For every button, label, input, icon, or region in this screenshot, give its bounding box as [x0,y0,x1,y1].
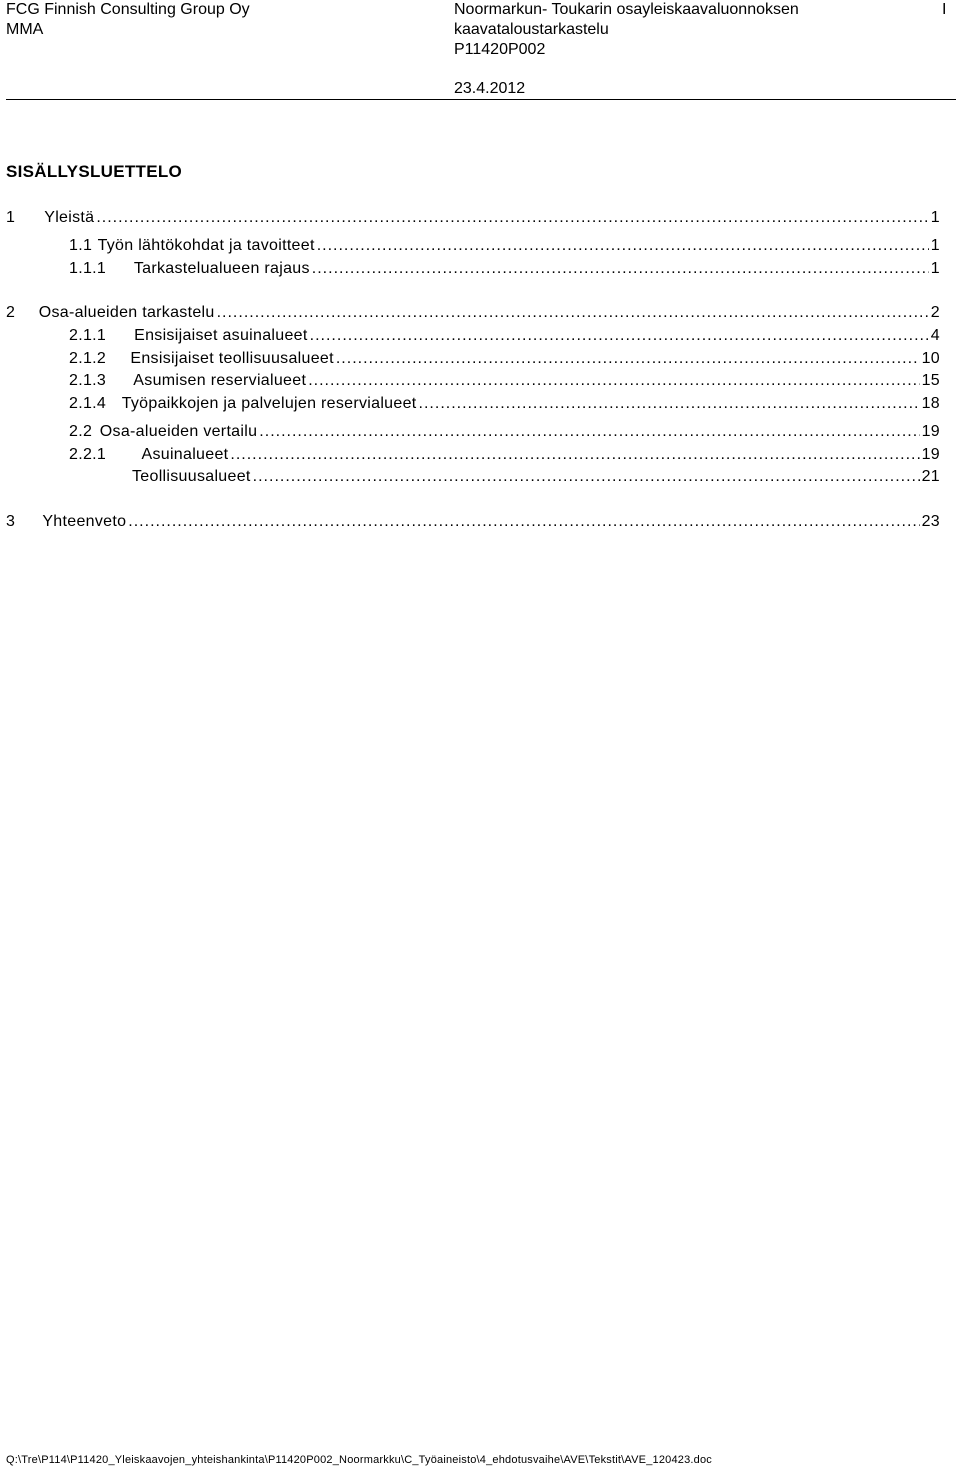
toc-entry-teollisuusalueet[interactable] [132,467,940,487]
toc-entry-title: Osa-alueiden tarkastelu [38,304,215,321]
toc-entry-number: 2 [6,304,16,321]
toc-entry-2-2-1[interactable] [69,445,940,465]
toc-entry-number: 2.2.1 [69,446,107,463]
toc-dot-leader [128,512,919,532]
toc-entry-title: Teollisuusalueet [132,468,251,485]
toc-entry-1-1[interactable] [69,236,940,256]
header-title-block [454,0,799,60]
header-page-number: I [942,1,947,18]
toc-entry-number: 2.1.3 [69,372,107,389]
header-project-code: P11420P002 [454,41,546,58]
toc-entry-2[interactable] [6,303,940,323]
toc-entry-page: 10 [921,350,940,367]
toc-entry-number: 1 [6,209,16,226]
toc-entry-number: 1.1 [69,237,93,254]
toc-entry-title: Yhteenveto [42,513,127,530]
toc-entry-2-1-4[interactable] [69,394,940,414]
header-company-block [6,0,250,40]
toc-entry-2-1-3[interactable] [69,371,940,391]
toc-dot-leader [310,326,929,346]
header-date: 23.4.2012 [454,80,526,97]
toc-entry-2-1-2[interactable] [69,349,940,369]
toc-entry-title: Asumisen reservialueet [133,372,307,389]
toc-entry-title: Ensisijaiset teollisuusalueet [130,350,334,367]
toc-entry-page: 1 [930,260,940,277]
toc-entry-2-1-1[interactable] [69,326,940,346]
toc-entry-page: 21 [921,468,940,485]
toc-entry-page: 1 [930,237,940,254]
toc-entry-number: 2.2 [69,423,93,440]
header-divider [6,99,956,100]
toc-entry-title: Osa-alueiden vertailu [99,423,258,440]
toc-entry-title: Tarkastelualueen rajaus [133,260,310,277]
toc-entry-page: 1 [930,209,940,226]
header-company-sub: MMA [6,21,44,38]
toc-entry-page: 2 [930,304,940,321]
toc-entry-number: 2.1.4 [69,395,107,412]
toc-dot-leader [259,422,919,442]
toc-entry-title: Ensisijaiset asuinalueet [134,327,308,344]
header-title-line2: kaavataloustarkastelu [454,21,609,38]
toc-entry-2-2[interactable] [69,422,940,442]
toc-entry-title: Yleistä [44,209,95,226]
toc-entry-page: 19 [921,423,940,440]
toc-dot-leader [312,259,929,279]
toc-dot-leader [217,303,929,323]
toc-dot-leader [96,208,928,228]
toc-entry-page: 23 [921,513,940,530]
toc-entry-page: 4 [930,327,940,344]
toc-entry-title: Asuinalueet [141,446,229,463]
toc-entry-number: 2.1.1 [69,327,107,344]
toc-entry-1[interactable] [6,208,940,228]
toc-dot-leader [308,371,919,391]
header-company: FCG Finnish Consulting Group Oy [6,1,250,18]
toc-entry-3[interactable] [6,512,940,532]
toc-entry-number: 3 [6,513,16,530]
toc-dot-leader [317,236,929,256]
toc-entry-1-1-1[interactable] [69,259,940,279]
footer-file-path: Q:\Tre\P114\P11420_Yleiskaavojen_yhteishankinta\P11420P002_Noormarkku\C_Työaineisto\4_ehdotusvaihe\AVE\Tekstit\AVE_120423.doc [6,1454,713,1466]
toc-heading: SISÄLLYSLUETTELO [6,162,183,181]
toc-entry-title: Työn lähtökohdat ja tavoitteet [97,237,315,254]
toc-dot-leader [336,349,920,369]
toc-entry-number: 1.1.1 [69,260,107,277]
toc-dot-leader [253,467,920,487]
toc-entry-page: 19 [921,446,940,463]
toc-dot-leader [419,394,920,414]
toc-entry-title: Työpaikkojen ja palvelujen reservialueet [121,395,417,412]
toc-entry-number: 2.1.2 [69,350,107,367]
toc-entry-page: 18 [921,395,940,412]
header-title-line1: Noormarkun- Toukarin osayleiskaavaluonnoksen [454,1,799,18]
toc-dot-leader [230,445,919,465]
toc-entry-page: 15 [921,372,940,389]
